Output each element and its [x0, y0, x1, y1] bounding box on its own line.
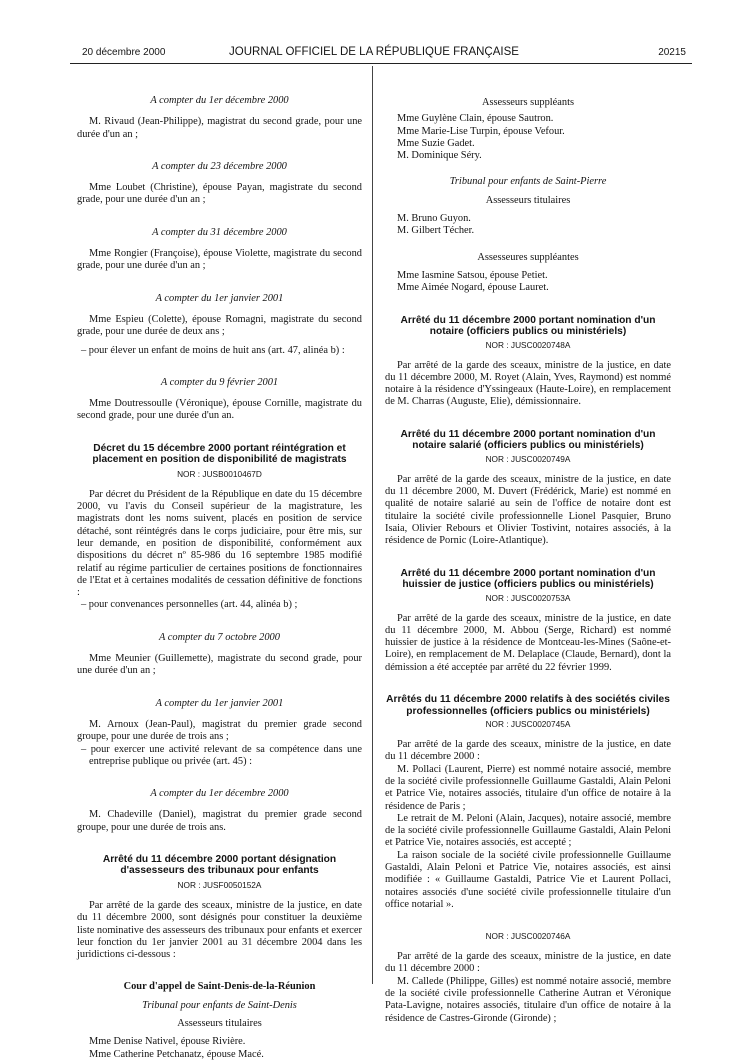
nor-reference: NOR : JUSF0050152A	[177, 879, 262, 890]
paragraph: M. Arnoux (Jean-Paul), magistrat du premier grade second groupe, pour une durée de trois ans ;	[77, 718, 362, 743]
name-entry: M. Gilbert Técher.	[397, 225, 475, 237]
date-heading: A compter du 1er décembre 2000	[150, 788, 289, 800]
paragraph: Par arrêté de la garde des sceaux, ministre de la justice, en date du 11 décembre 2000, sont désignés pour constituer la deuxième liste nominative des assesseurs des tribunaux pour enfants et exercer leur fonction du 1er janvier 2001 au 31 décembre 2004 dans les juridictions ci-dessous :	[77, 899, 362, 961]
name-entry: Mme Catherine Petchanatz, épouse Macé.	[89, 1048, 264, 1060]
assessor-heading: Assesseurs titulaires	[485, 194, 571, 206]
paragraph: La raison sociale de la société civile professionnelle Guillaume Gastaldi, Alain Peloni et Patrice Vie, notaires associés, est ainsi modifiée : « Guillaume Gastaldi, Patrice Vie et Laurent Pollaci, notaires associés d'une société civile professionnelle titulaire d'un office notarial ».	[385, 849, 671, 910]
nor-reference: NOR : JUSC0020746A	[485, 931, 571, 942]
arrete-title: Arrêté du 11 décembre 2000 portant désignation d'assesseurs des tribunaux pour enfants	[102, 853, 337, 877]
page-number: 20215	[658, 47, 686, 58]
header-date: 20 décembre 2000	[82, 47, 166, 58]
paragraph: Par arrêté de la garde des sceaux, ministre de la justice, en date du 11 décembre 2000 :	[385, 951, 671, 975]
name-entry: M. Bruno Guyon.	[397, 213, 471, 225]
paragraph: M. Pollaci (Laurent, Pierre) est nommé notaire associé, membre de la société civile professionnelle Guillaume Gastaldi, Alain Peloni et Patrice Vie, notaires associés, titulaire d'un office de notaire à la résidence de Paris ;	[385, 763, 671, 812]
decree-title: Décret du 15 décembre 2000 portant réintégration et placement en position de disponibilité de magistrats	[92, 442, 347, 466]
date-heading: A compter du 31 décembre 2000	[152, 226, 287, 238]
column-divider	[372, 66, 373, 984]
nor-reference: NOR : JUSC0020753A	[485, 592, 571, 603]
header-rule	[70, 63, 692, 64]
paragraph: M. Rivaud (Jean-Philippe), magistrat du second grade, pour une durée d'un an ;	[77, 116, 362, 140]
arrete-title: Arrêté du 11 décembre 2000 portant nomination d'un huissier de justice (officiers publics ou ministériels)	[400, 567, 656, 591]
date-heading: A compter du 1er janvier 2001	[155, 292, 284, 304]
left-column	[77, 95, 362, 1061]
paragraph: Par décret du Président de la République en date du 15 décembre 2000, vu l'avis du Conseil supérieur de la magistrature, les magistrats dont les noms suivent, placés en position de service détaché, sont réintégrés dans le corps judiciaire, pour être mis, sur leur demande, en position de disponibilité, conformément aux dispositions du décret nº 85-986 du 16 septembre 1985 modifié relatif au régime particulier de certaines positions de fonctionnaires de l'Etat et à certaines modalités de cessation définitive de fonctions :	[77, 488, 362, 599]
paragraph: Mme Loubet (Christine), épouse Payan, magistrate du second grade, pour une durée d'un an ;	[77, 182, 362, 206]
list-item: – pour convenances personnelles (art. 44, alinéa b) ;	[81, 599, 298, 611]
name-entry: M. Dominique Séry.	[397, 150, 482, 162]
nor-reference: NOR : JUSC0020749A	[485, 453, 571, 464]
name-entry: Mme Aimée Nogard, épouse Lauret.	[397, 282, 549, 294]
paragraph: Mme Doutressoulle (Véronique), épouse Cornille, magistrate du second grade, pour une durée d'un an.	[77, 398, 362, 422]
name-entry: Mme Suzie Gadet.	[397, 137, 475, 149]
date-heading: A compter du 7 octobre 2000	[159, 631, 280, 643]
date-heading: A compter du 1er décembre 2000	[150, 95, 289, 106]
name-entry: Mme Marie-Lise Turpin, épouse Vefour.	[397, 125, 565, 137]
court-heading: Cour d'appel de Saint-Denis-de-la-Réunion	[123, 981, 316, 993]
arretes-title: Arrêtés du 11 décembre 2000 relatifs à des sociétés civiles professionnelles (officiers publics ou ministériels)	[386, 694, 670, 717]
paragraph: Le retrait de M. Peloni (Alain, Jacques), notaire associé, membre de la société civile professionnelle Guillaume Gastaldi, Alain Peloni et Patrice Vie, notaires associés, est accepté ;	[385, 812, 671, 849]
arrete-title: Arrêté du 11 décembre 2000 portant nomination d'un notaire (officiers publics ou ministériels)	[400, 314, 656, 338]
paragraph: Par arrêté de la garde des sceaux, ministre de la justice, en date du 11 décembre 2000, M. Royet (Alain, Yves, Raymond) est nommé notaire à la résidence d'Yssingeaux (Haute-Loire), en remplacement de M. Charras (Auguste, Elie), démissionnaire.	[385, 359, 671, 408]
name-entry: Mme Guylène Clain, épouse Sautron.	[397, 113, 554, 125]
tribunal-heading: Tribunal pour enfants de Saint-Pierre	[449, 176, 607, 188]
assessor-heading: Assesseurs suppléants	[481, 97, 575, 108]
name-entry: Mme Denise Nativel, épouse Rivière.	[89, 1036, 246, 1048]
page-header	[0, 47, 748, 61]
nor-reference: NOR : JUSC0020748A	[485, 339, 571, 350]
paragraph: Par arrêté de la garde des sceaux, ministre de la justice, en date du 11 décembre 2000, M. Abbou (Serge, Richard) est nommé huissier de justice à la résidence de Montceau-les-Mines (Saône-et-Loire), en remplacement de M. Delaplace (Claude, Bernard), dont la démission a été acceptée par arrêté du 22 février 1999.	[385, 612, 671, 673]
name-entry: Mme Iasmine Satsou, épouse Petiet.	[397, 269, 548, 281]
date-heading: A compter du 1er janvier 2001	[155, 697, 284, 709]
assessor-heading: Assesseures suppléantes	[477, 251, 579, 263]
paragraph: Mme Rongier (Françoise), épouse Violette, magistrate du second grade, pour une durée d'un an ;	[77, 248, 362, 272]
date-heading: A compter du 23 décembre 2000	[152, 160, 287, 172]
right-column	[385, 97, 671, 1025]
paragraph: Par arrêté de la garde des sceaux, ministre de la justice, en date du 11 décembre 2000 :	[385, 739, 671, 763]
assessor-heading: Assesseurs titulaires	[177, 1018, 262, 1030]
date-heading: A compter du 9 février 2001	[160, 376, 279, 388]
paragraph: Par arrêté de la garde des sceaux, ministre de la justice, en date du 11 décembre 2000, M. Duvert (Frédérick, Marie) est nommé en qualité de notaire salarié au sein de l'office de notaire dont est titulaire la société civile professionnelle Lionel Pasquier, Bruno Isaia, Olivier Rebours et Olivier Tostivint, notaires associés, à la résidence de Pornic (Loire-Atlantique).	[385, 473, 671, 547]
journal-title: JOURNAL OFFICIEL DE LA RÉPUBLIQUE FRANÇAISE	[229, 46, 519, 58]
arrete-title: Arrêté du 11 décembre 2000 portant nomination d'un notaire salarié (officiers publics ou ministériels)	[400, 428, 656, 452]
list-item: – pour élever un enfant de moins de huit ans (art. 47, alinéa b) :	[81, 344, 345, 356]
nor-reference: NOR : JUSB0010467D	[177, 468, 262, 479]
list-item: – pour exercer une activité relevant de sa compétence dans une entreprise publique ou privée (art. 45) :	[81, 743, 362, 767]
paragraph: M. Callede (Philippe, Gilles) est nommé notaire associé, membre de la société civile professionnelle Catherine Autran et Véronique Pata-Lavigne, notaires associés, titulaire d'un office de notaire à la résidence de Castres-Gironde (Gironde) ;	[385, 975, 671, 1024]
nor-reference: NOR : JUSC0020745A	[485, 719, 571, 730]
paragraph: Mme Espieu (Colette), épouse Romagni, magistrate du second grade, pour une durée de deux ans ;	[77, 313, 362, 338]
paragraph: M. Chadeville (Daniel), magistrat du premier grade second groupe, pour une durée de trois ans.	[77, 809, 362, 833]
tribunal-heading: Tribunal pour enfants de Saint-Denis	[142, 999, 297, 1011]
paragraph: Mme Meunier (Guillemette), magistrate du second grade, pour une durée d'un an ;	[77, 653, 362, 677]
